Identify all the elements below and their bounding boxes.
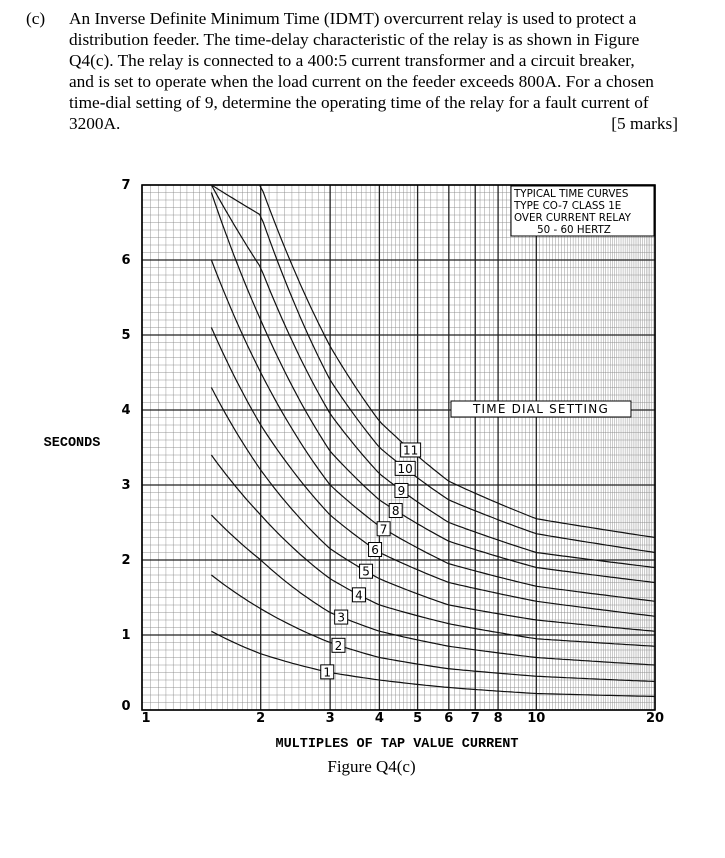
- curve-tds-2: [211, 575, 655, 682]
- x-axis-label: MULTIPLES OF TAP VALUE CURRENT: [275, 737, 519, 752]
- curve-tds-10: [211, 185, 655, 553]
- x-tick-label: 8: [493, 711, 503, 726]
- tds-label-10: 10: [397, 461, 413, 476]
- y-tick-label: 0: [121, 699, 131, 714]
- tds-label-8: 8: [391, 504, 400, 519]
- y-axis-label: SECONDS: [43, 436, 101, 451]
- y-tick-label: 2: [121, 553, 131, 568]
- tds-label-7: 7: [379, 522, 388, 537]
- x-tick-label: 3: [325, 711, 335, 726]
- y-tick-label: 7: [121, 178, 131, 193]
- x-tick-label: 5: [413, 711, 423, 726]
- curve-tds-9: [211, 185, 655, 568]
- y-tick-label: 5: [121, 328, 131, 343]
- x-tick-label: 2: [256, 711, 266, 726]
- curve-tds-1: [211, 631, 655, 696]
- x-tick-label: 20: [645, 711, 665, 726]
- y-tick-label: 3: [121, 478, 131, 493]
- title-box-line: TYPICAL TIME CURVES: [514, 188, 629, 200]
- x-tick-label: 1: [141, 711, 151, 726]
- tds-label-3: 3: [337, 610, 346, 625]
- title-box-line: 50 - 60 HERTZ: [537, 224, 611, 236]
- tds-label-1: 1: [323, 665, 332, 680]
- marks-label: [5 marks]: [611, 114, 678, 133]
- legend-title: TIME DIAL SETTING: [473, 402, 609, 416]
- curve-tds-7: [211, 260, 655, 601]
- tds-label-11: 11: [402, 443, 419, 458]
- x-tick-label: 7: [470, 711, 480, 726]
- figure-caption: Figure Q4(c): [327, 757, 416, 776]
- title-box-line: OVER CURRENT RELAY: [514, 212, 631, 224]
- tds-label-6: 6: [371, 543, 379, 558]
- curve-tds-5: [211, 388, 655, 632]
- question-line: An Inverse Definite Minimum Time (IDMT) overcurrent relay is used to protect a: [69, 9, 637, 28]
- question-line: distribution feeder. The time-delay characteristic of the relay is as shown in Figure: [69, 30, 640, 49]
- y-tick-label: 6: [121, 253, 131, 268]
- tds-label-2: 2: [334, 638, 343, 653]
- y-tick-label: 4: [121, 403, 131, 418]
- y-tick-label: 1: [121, 628, 131, 643]
- tds-label-5: 5: [362, 564, 370, 579]
- tds-label-4: 4: [355, 588, 363, 603]
- curve-tds-4: [211, 455, 655, 646]
- tds-label-9: 9: [397, 483, 406, 498]
- question-label: (c): [26, 9, 46, 28]
- x-tick-label: 6: [444, 711, 454, 726]
- curve-tds-6: [211, 328, 655, 617]
- question-line: 3200A.: [69, 114, 121, 133]
- question-line: Q4(c). The relay is connected to a 400:5 current transformer and a circuit breaker,: [69, 51, 635, 70]
- question-line: time-dial setting of 9, determine the operating time of the relay for a fault current of: [69, 93, 649, 112]
- x-tick-label: 4: [374, 711, 384, 726]
- title-box-line: TYPE CO-7 CLASS 1E: [514, 200, 622, 212]
- question-line: and is set to operate when the load current on the feeder exceeds 800A. For a chosen: [69, 72, 654, 91]
- x-tick-label: 10: [527, 711, 546, 726]
